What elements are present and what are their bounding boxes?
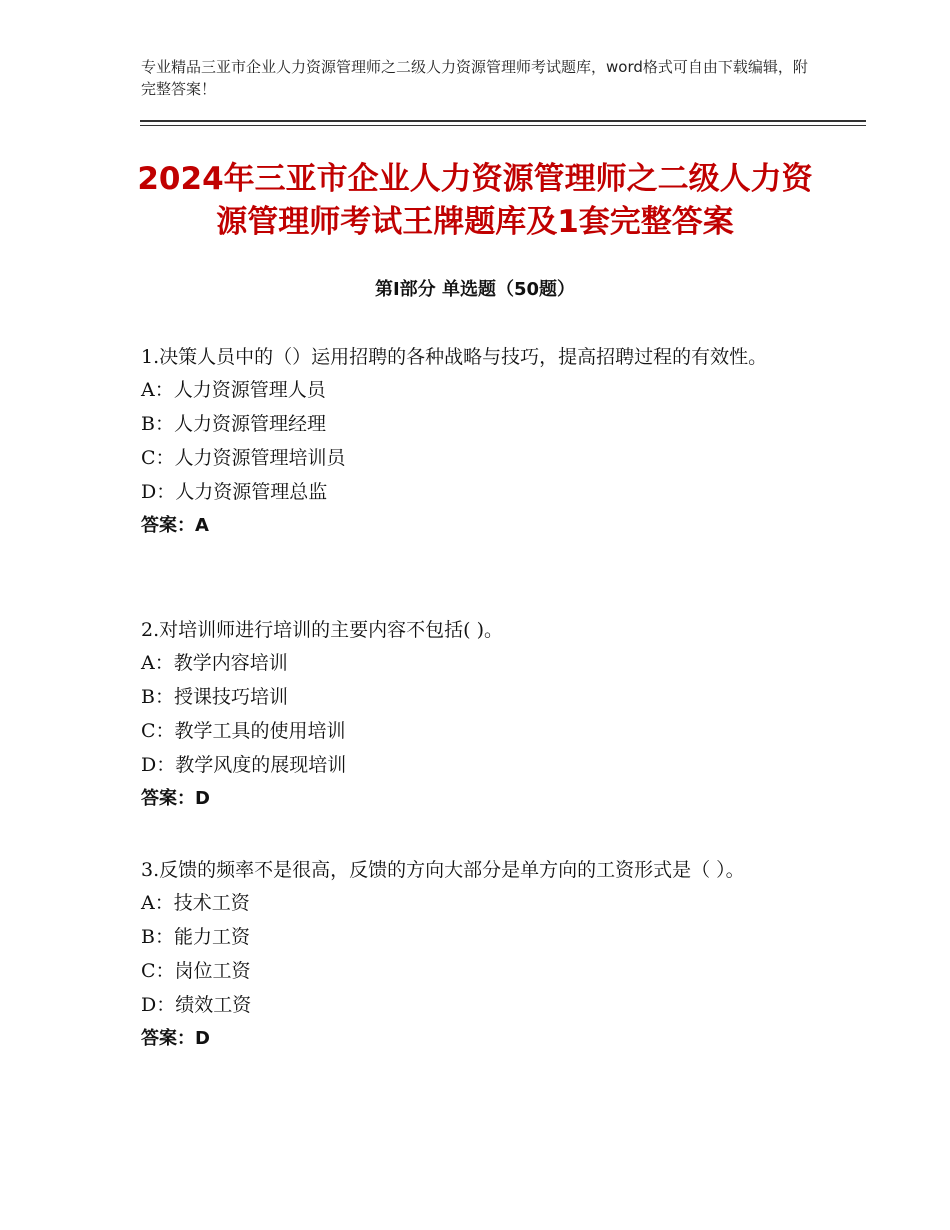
question-item	[141, 855, 821, 1056]
option-c: C：岗位工资	[141, 960, 251, 982]
option-a: A：技术工资	[141, 892, 250, 914]
answer: 答案：A	[141, 515, 209, 536]
answer: 答案：D	[141, 1028, 210, 1049]
option-b: B：人力资源管理经理	[141, 413, 326, 435]
question-text: 1.决策人员中的（）运用招聘的各种战略与技巧，提高招聘过程的有效性。	[141, 346, 768, 368]
question-text: 2.对培训师进行培训的主要内容不包括( )。	[141, 619, 503, 641]
question-item	[141, 615, 821, 816]
answer: 答案：D	[141, 788, 210, 809]
option-b: B：能力工资	[141, 926, 250, 948]
option-c: C：教学工具的使用培训	[141, 720, 346, 742]
question-text: 3.反馈的频率不是很高，反馈的方向大部分是单方向的工资形式是（ ）。	[141, 859, 745, 881]
header-note: 专业精品三亚市企业人力资源管理师之二级人力资源管理师考试题库，word格式可自由下载编辑，附完整答案！	[141, 58, 808, 98]
option-d: D：教学风度的展现培训	[141, 754, 347, 776]
header-divider-thick	[140, 120, 866, 122]
option-b: B：授课技巧培训	[141, 686, 288, 708]
option-a: A：人力资源管理人员	[141, 379, 326, 401]
section-heading: 第Ⅰ部分 单选题（50题）	[374, 279, 575, 300]
option-d: D：人力资源管理总监	[141, 481, 328, 503]
option-d: D：绩效工资	[141, 994, 252, 1016]
header-divider-thin	[140, 125, 866, 126]
option-a: A：教学内容培训	[141, 652, 288, 674]
question-item	[141, 342, 821, 543]
document-title: 2024年三亚市企业人力资源管理师之二级人力资源管理师考试王牌题库及1套完整答案	[137, 161, 813, 240]
option-c: C：人力资源管理培训员	[141, 447, 346, 469]
